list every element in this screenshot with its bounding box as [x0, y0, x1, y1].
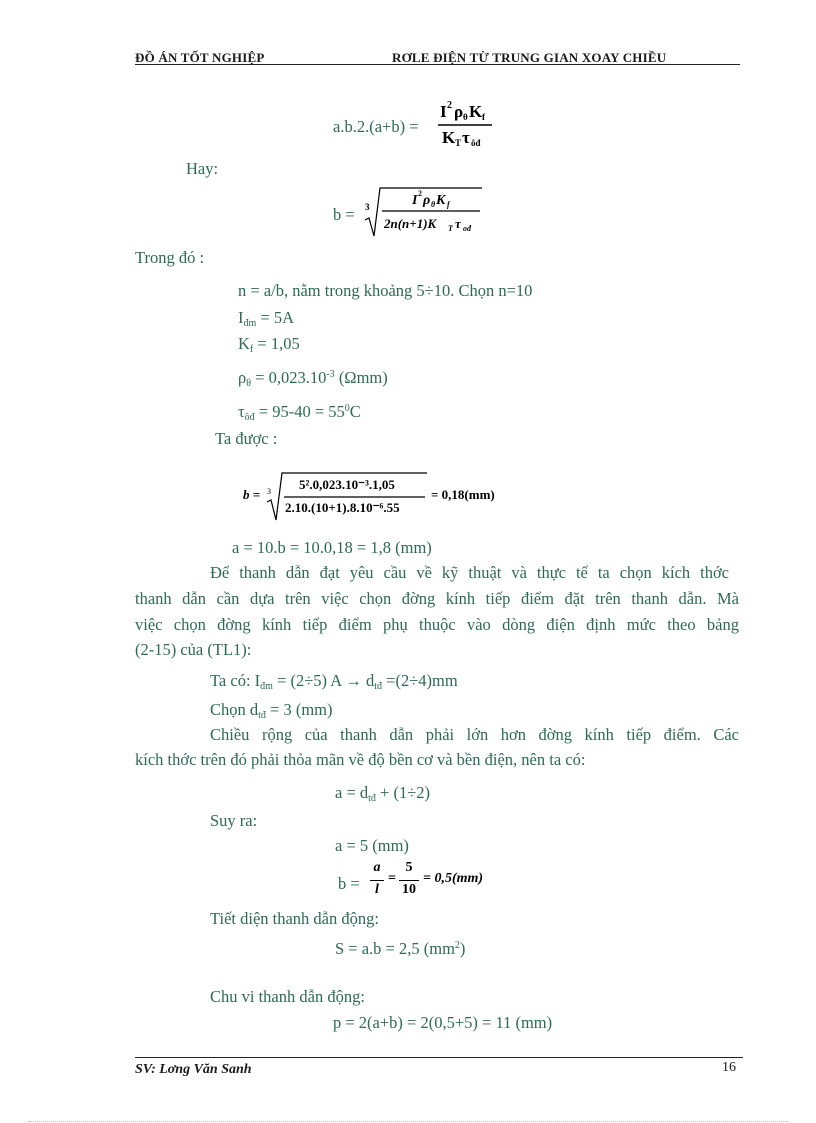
taco-pre: Ta có: I	[210, 671, 261, 690]
para1-line3: việc chọn đờng kính tiếp điểm phụ thuộc vào dòng điện định mức theo bảng	[135, 615, 739, 634]
para1-line1: Để thanh dẫn đạt yêu cầu về kỹ thuật và thực tế ta chọn kích thớc	[210, 563, 729, 582]
svg-text:I: I	[440, 102, 447, 121]
param-idm	[238, 307, 294, 335]
kf-symbol: K	[238, 334, 250, 353]
chon-pre: Chọn d	[210, 700, 259, 719]
header-rule	[135, 64, 740, 65]
rho-symbol: ρ	[238, 368, 247, 387]
a-eq-post: + (1÷2)	[375, 783, 431, 802]
para2-line2: kích thớc trên đó phải thỏa mãn về độ bền cơ và bền điện, nên ta có:	[135, 750, 586, 769]
suy-ra-label: Suy ra:	[210, 811, 258, 830]
s-equation	[335, 935, 465, 960]
header-right: RƠLE ĐIỆN TỪ TRUNG GIAN XOAY CHIỀU	[392, 50, 667, 65]
rho-value: = 0,023.10	[251, 368, 327, 387]
formula4-frac2-den: 10	[402, 882, 416, 897]
footer-author: SV: Lơng Văn Sanh	[135, 1062, 252, 1077]
formula4-frac2-num: 5	[405, 860, 413, 875]
formula2-lhs: b =	[333, 205, 355, 224]
header-left: ĐỒ ÁN TỐT NGHIỆP	[135, 50, 265, 65]
param-tau	[238, 398, 361, 429]
a-equals-5: a = 5 (mm)	[335, 836, 409, 855]
kf-value: = 1,05	[253, 334, 300, 353]
svg-text:2: 2	[418, 189, 422, 198]
tau-value: = 95-40 = 55	[254, 402, 345, 421]
svg-text:ρ: ρ	[454, 102, 464, 121]
svg-text:T: T	[448, 224, 453, 233]
tau-subscript: ôđ	[244, 412, 255, 423]
formula3-denominator: 2.10.(10+1).8.10⁻⁶.55	[285, 500, 400, 515]
svg-text:I: I	[412, 193, 418, 208]
s-eq-post: )	[459, 939, 466, 958]
chon-line	[210, 699, 333, 727]
svg-text:ρ: ρ	[423, 193, 431, 208]
svg-text:3: 3	[365, 202, 370, 212]
ta-duoc-label: Ta được :	[215, 429, 278, 448]
page-bottom-dots	[28, 1121, 788, 1122]
tau-exponent: 0	[344, 403, 350, 414]
p-equation: p = 2(a+b) = 2(0,5+5) = 11 (mm)	[333, 1013, 553, 1032]
tau-symbol: τ	[238, 402, 245, 421]
taco-sub1: đm	[260, 681, 273, 692]
param-rho	[238, 364, 388, 395]
svg-text:f: f	[482, 112, 485, 122]
a-calculation: a = 10.b = 10.0,18 = 1,8 (mm)	[232, 538, 432, 557]
para2-line1: Chiều rộng của thanh dẫn phải lớn hơn đờng kính tiếp điểm. Các	[210, 725, 739, 744]
svg-text:2: 2	[447, 100, 452, 111]
svg-text:θ: θ	[463, 112, 468, 122]
idm-symbol: I	[238, 308, 244, 327]
rho-exponent: -3	[326, 369, 335, 380]
formula4-frac2-bar	[399, 880, 419, 881]
formula4-frac1-num: a	[373, 860, 381, 875]
taco-sub2: tđ	[374, 681, 383, 692]
footer-rule	[135, 1057, 743, 1058]
svg-text:2n(n+1)K: 2n(n+1)K	[384, 216, 437, 231]
svg-text:ođ: ođ	[463, 224, 471, 233]
kf-subscript: f	[249, 344, 254, 355]
formula3	[243, 470, 513, 526]
formula3-result: = 0,18(mm)	[431, 487, 495, 502]
tiet-dien-label: Tiết diện thanh dẫn động:	[210, 909, 379, 928]
svg-text:f: f	[447, 200, 450, 209]
svg-text:θ: θ	[431, 200, 436, 209]
chon-sub: tđ	[258, 710, 266, 721]
s-eq-exponent: 2	[454, 940, 460, 951]
chu-vi-label: Chu vi thanh dẫn động:	[210, 987, 365, 1006]
param-kf	[238, 333, 300, 361]
rho-unit: (Ωmm)	[334, 368, 388, 387]
formula4-eq1: =	[388, 871, 396, 886]
para1-line2: thanh dẫn cần dựa trên việc chọn đờng kính tiếp điểm đặt trên thanh dẫn. Mà	[135, 589, 739, 608]
svg-text:τ: τ	[462, 128, 470, 147]
formula4-result: = 0,5(mm)	[423, 871, 484, 886]
a-eq-pre: a = d	[335, 783, 369, 802]
param-n: n = a/b, nằm trong khoảng 5÷10. Chọn n=10	[238, 281, 533, 300]
formula4-frac1-den: l	[375, 882, 379, 897]
formula3-lhs: b =	[243, 487, 261, 502]
rho-subscript: θ	[246, 378, 252, 389]
svg-text:T: T	[455, 138, 462, 148]
page-number: 16	[722, 1060, 736, 1075]
svg-text:3: 3	[267, 487, 271, 496]
idm-value: = 5A	[256, 308, 295, 327]
formula4-frac1-bar	[370, 880, 384, 881]
formula1-lhs: a.b.2.(a+b) =	[333, 117, 419, 136]
hay-label: Hay:	[186, 159, 219, 178]
svg-text:ôđ: ôđ	[471, 138, 481, 148]
formula4-lhs: b =	[338, 874, 360, 893]
para1-line4: (2-15) của (TL1):	[135, 640, 252, 659]
formula2-cuberoot	[362, 184, 486, 242]
ta-co-line	[210, 670, 458, 698]
svg-text:K: K	[442, 128, 456, 147]
formula1-fraction	[436, 98, 500, 150]
a-equation	[335, 782, 430, 810]
svg-text:τ: τ	[455, 216, 461, 231]
tau-unit: C	[349, 402, 361, 421]
idm-subscript: đm	[243, 318, 257, 329]
svg-text:K: K	[469, 102, 483, 121]
a-eq-sub: tđ	[368, 793, 376, 804]
taco-mid: = (2÷5) A → d	[272, 671, 375, 690]
formula3-numerator: 5².0,023.10⁻³.1,05	[299, 477, 395, 492]
trong-do-label: Trong đó :	[135, 248, 205, 267]
taco-post: =(2÷4)mm	[382, 671, 458, 690]
svg-text:K: K	[436, 193, 446, 208]
chon-post: = 3 (mm)	[265, 700, 333, 719]
s-eq-pre: S = a.b = 2,5 (mm	[335, 939, 455, 958]
